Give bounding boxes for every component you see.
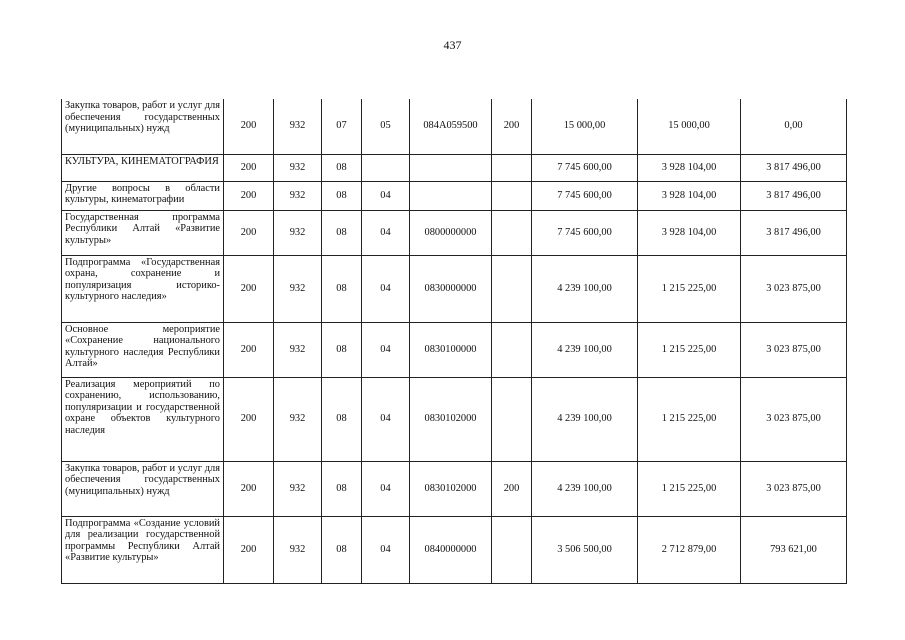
subsection-cell: 04 — [362, 255, 410, 322]
table-row — [62, 516, 847, 583]
subsection-cell: 04 — [362, 181, 410, 210]
amount-1-cell: 4 239 100,00 — [532, 255, 638, 322]
amount-2-cell: 2 712 879,00 — [638, 516, 741, 583]
amount-1-cell: 3 506 500,00 — [532, 516, 638, 583]
section-cell: 08 — [322, 516, 362, 583]
expense-type-cell — [492, 516, 532, 583]
target-cell — [410, 154, 492, 181]
amount-2-cell: 15 000,00 — [638, 99, 741, 154]
amount-2-cell: 1 215 225,00 — [638, 322, 741, 377]
amount-2-cell: 1 215 225,00 — [638, 255, 741, 322]
amount-2-cell: 1 215 225,00 — [638, 377, 741, 461]
amount-3-cell: 3 023 875,00 — [741, 461, 847, 516]
amount-3-cell: 3 817 496,00 — [741, 210, 847, 255]
row-name-cell: Закупка товаров, работ и услуг для обеспечения государственных (муниципальных) нужд — [62, 461, 224, 516]
expense-type-cell: 200 — [492, 461, 532, 516]
row-name-cell: Подпрограмма «Создание условий для реализации государственной программы Республики Алтай «Развитие культуры» — [62, 516, 224, 583]
amount-2-cell: 3 928 104,00 — [638, 210, 741, 255]
section-cell: 07 — [322, 99, 362, 154]
subsection-cell — [362, 154, 410, 181]
target-cell: 0840000000 — [410, 516, 492, 583]
subsection-cell: 04 — [362, 377, 410, 461]
admin-cell: 200 — [224, 154, 274, 181]
amount-2-cell: 1 215 225,00 — [638, 461, 741, 516]
section-cell: 08 — [322, 210, 362, 255]
budget-table — [61, 99, 847, 584]
expense-type-cell — [492, 377, 532, 461]
amount-1-cell: 7 745 600,00 — [532, 210, 638, 255]
row-name-cell: Государственная программа Республики Алтай «Развитие культуры» — [62, 210, 224, 255]
section-cell: 08 — [322, 461, 362, 516]
ministry-cell: 932 — [274, 154, 322, 181]
subsection-cell: 04 — [362, 210, 410, 255]
ministry-cell: 932 — [274, 181, 322, 210]
expense-type-cell — [492, 154, 532, 181]
table-row — [62, 377, 847, 461]
amount-3-cell: 793 621,00 — [741, 516, 847, 583]
admin-cell: 200 — [224, 461, 274, 516]
subsection-cell: 04 — [362, 322, 410, 377]
target-cell: 0830000000 — [410, 255, 492, 322]
amount-1-cell: 7 745 600,00 — [532, 154, 638, 181]
target-cell — [410, 181, 492, 210]
page-number: 437 — [443, 38, 462, 52]
admin-cell: 200 — [224, 377, 274, 461]
amount-1-cell: 4 239 100,00 — [532, 322, 638, 377]
amount-3-cell: 3 023 875,00 — [741, 255, 847, 322]
ministry-cell: 932 — [274, 210, 322, 255]
amount-3-cell: 3 817 496,00 — [741, 181, 847, 210]
row-name-cell: Закупка товаров, работ и услуг для обеспечения государственных (муниципальных) нужд — [62, 99, 224, 154]
table-row — [62, 181, 847, 210]
target-cell: 0800000000 — [410, 210, 492, 255]
table-row — [62, 461, 847, 516]
target-cell: 0830102000 — [410, 377, 492, 461]
amount-3-cell: 0,00 — [741, 99, 847, 154]
amount-3-cell: 3 817 496,00 — [741, 154, 847, 181]
table-row — [62, 99, 847, 154]
amount-3-cell: 3 023 875,00 — [741, 377, 847, 461]
row-name-cell: Основное мероприятие «Сохранение национального культурного наследия Республики Алтай» — [62, 322, 224, 377]
admin-cell: 200 — [224, 181, 274, 210]
table-row — [62, 210, 847, 255]
table-row — [62, 154, 847, 181]
expense-type-cell — [492, 210, 532, 255]
admin-cell: 200 — [224, 210, 274, 255]
section-cell: 08 — [322, 377, 362, 461]
amount-1-cell: 15 000,00 — [532, 99, 638, 154]
amount-1-cell: 7 745 600,00 — [532, 181, 638, 210]
row-name-cell: Реализация мероприятий по сохранению, использованию, популяризации и государственной охране объектов культурного наследия — [62, 377, 224, 461]
ministry-cell: 932 — [274, 255, 322, 322]
amount-2-cell: 3 928 104,00 — [638, 181, 741, 210]
expense-type-cell: 200 — [492, 99, 532, 154]
ministry-cell: 932 — [274, 461, 322, 516]
section-cell: 08 — [322, 322, 362, 377]
section-cell: 08 — [322, 255, 362, 322]
subsection-cell: 04 — [362, 516, 410, 583]
expense-type-cell — [492, 322, 532, 377]
target-cell: 0830100000 — [410, 322, 492, 377]
section-cell: 08 — [322, 154, 362, 181]
admin-cell: 200 — [224, 516, 274, 583]
admin-cell: 200 — [224, 322, 274, 377]
expense-type-cell — [492, 181, 532, 210]
ministry-cell: 932 — [274, 377, 322, 461]
ministry-cell: 932 — [274, 322, 322, 377]
table-body — [62, 99, 847, 583]
amount-3-cell: 3 023 875,00 — [741, 322, 847, 377]
expense-type-cell — [492, 255, 532, 322]
subsection-cell: 05 — [362, 99, 410, 154]
ministry-cell: 932 — [274, 516, 322, 583]
target-cell: 084A059500 — [410, 99, 492, 154]
ministry-cell: 932 — [274, 99, 322, 154]
amount-2-cell: 3 928 104,00 — [638, 154, 741, 181]
subsection-cell: 04 — [362, 461, 410, 516]
table-row — [62, 322, 847, 377]
row-name-cell: Подпрограмма «Государственная охрана, сохранение и популяризация историко-культурного наследия» — [62, 255, 224, 322]
admin-cell: 200 — [224, 255, 274, 322]
amount-1-cell: 4 239 100,00 — [532, 461, 638, 516]
amount-1-cell: 4 239 100,00 — [532, 377, 638, 461]
table-row — [62, 255, 847, 322]
target-cell: 0830102000 — [410, 461, 492, 516]
row-name-cell: Другие вопросы в области культуры, кинематографии — [62, 181, 224, 210]
section-cell: 08 — [322, 181, 362, 210]
row-name-cell: КУЛЬТУРА, КИНЕМАТОГРАФИЯ — [62, 154, 224, 181]
admin-cell: 200 — [224, 99, 274, 154]
